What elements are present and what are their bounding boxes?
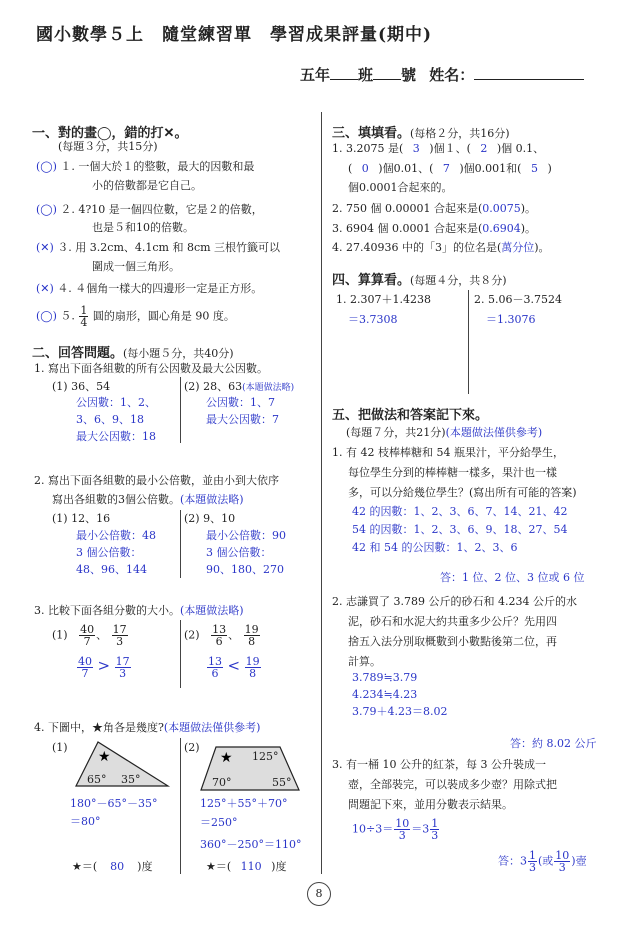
table-divider-s2q2	[180, 510, 181, 578]
s1-item-3	[36, 241, 280, 255]
s3-heading: 三、填填看。(每格２分，共16分)	[332, 126, 510, 141]
s5-q2-w2: 4.234≒4.23	[352, 688, 418, 701]
answer-mark: (✕)	[36, 241, 54, 254]
s3-line6: 4. 27.40936 中的「3」的位名是(萬分位)。	[332, 241, 550, 254]
s2-q2a-l1: 最小公倍數：48	[76, 529, 156, 542]
s3-line2: ( 0 )個0.01、( 7 )個0.001和( 5 )	[348, 162, 552, 175]
s3-line3: 個0.0001合起來的。	[348, 181, 453, 194]
s5-heading: 五、把做法和答案記下來。	[332, 408, 489, 423]
page-title: 國小數學５上 隨堂練習單 學習成果評量(期中)	[36, 25, 433, 45]
s5-q1-w2: 54 的因數：1、2、3、6、9、18、27、54	[352, 523, 568, 536]
s2-q3b: (2) $\frac{13}{6}$ 、 $\frac{19}{8}$	[184, 623, 259, 648]
item-text: ２. 4?10 是一個四位數，它是２的倍數，	[60, 203, 263, 216]
grade-label: 五年	[300, 66, 331, 84]
s5-q3-l3: 問題記下來，並用分數表示結果。	[348, 798, 513, 811]
s1-item-4	[36, 282, 262, 296]
s1-item-2	[36, 203, 263, 217]
answer-mark: (◯)	[36, 160, 57, 173]
s2-q2b-l3: 90、180、270	[206, 563, 284, 576]
s2-q2a-l2: 3 個公倍數：	[76, 546, 142, 559]
trapezoid-angle-1: 70°	[212, 776, 232, 789]
s2-q1b-l2: 最大公因數：7	[206, 413, 279, 426]
s3-line1: 1. 3.2075 是( 3 )個１、( 2 )個 0.1、	[332, 142, 545, 155]
s2-heading: 二、回答問題。(每小題５分，共40分)	[32, 346, 234, 361]
s2-q1b-l1: 公因數：1、7	[206, 396, 275, 409]
s2-q1a-l1: 公因數：1、2、	[76, 396, 156, 409]
item-text: 圓的扇形，圓心角是 90 度。	[92, 309, 235, 323]
s2-q2-prompt: 2. 寫出下面各組數的最小公倍數，並由小到大依序	[34, 474, 279, 487]
fraction: $\frac{1}{4}$	[80, 304, 88, 329]
s5-q2-w1: 3.789≒3.79	[352, 671, 418, 684]
column-divider	[321, 112, 322, 874]
page-number: 8	[307, 882, 331, 906]
s5-q2-l3: 捨五入法分別取概數到小數點後第二位，再	[348, 635, 557, 648]
s2-q1-prompt: 1. 寫出下面各組數的所有公因數及最大公因數。	[34, 362, 268, 375]
triangle-angle-1: 65°	[87, 773, 107, 786]
s5-points: (每題７分，共21分)(本題做法僅供參考)	[346, 426, 543, 439]
answer-mark: (◯)	[36, 203, 57, 216]
number-label: 號	[401, 66, 417, 84]
s5-q1-answer: 答：1 位、2 位、3 位或 6 位	[440, 571, 585, 584]
s5-q3-work: 10÷3＝ $\frac{10}{3}$ ＝3 $\frac{1}{3}$	[352, 817, 439, 842]
name-label: 姓名：	[429, 66, 475, 84]
s1-points: (每題３分，共15分)	[58, 140, 158, 153]
s4-q1: 1. 2.307＋1.4238	[336, 293, 431, 306]
s2-q2b-l1: 最小公倍數：90	[206, 529, 286, 542]
item-text: ４. ４個角一樣大的四邊形一定是正方形。	[57, 282, 263, 295]
trapezoid-angle-2: 55°	[272, 776, 292, 789]
s3-line5: 3. 6904 個 0.0001 合起來是(0.6904)。	[332, 222, 537, 235]
s5-q1-l2: 每位學生分到的棒棒糖一樣多，果汁也一樣	[348, 466, 557, 479]
s2-q4-prompt: 4. 下圖中，★角各是幾度?(本題做法僅供參考)	[34, 721, 261, 734]
s5-q1-l1: 1. 有 42 枝棒棒糖和 54 瓶果汁，平分給學生，	[332, 446, 564, 459]
answer-mark: (◯)	[36, 309, 57, 323]
s2-q1a-l2: 3、6、9、18	[76, 413, 144, 426]
s5-q2-l1: 2. 志謙買了 3.789 公斤的砂石和 4.234 公斤的水	[332, 595, 577, 608]
s3-line4: 2. 750 個 0.00001 合起來是(0.0075)。	[332, 202, 537, 215]
s2-q1a-l3: 最大公因數：18	[76, 430, 156, 443]
table-divider-s2q1	[180, 377, 181, 443]
s2-q4b-label: (2)	[184, 741, 200, 754]
s2-q2-prompt-2: 寫出各組數的3個公倍數。(本題做法略)	[52, 493, 244, 506]
s2-q2a-l3: 48、96、144	[76, 563, 147, 576]
student-info-line	[300, 64, 584, 85]
s5-q3-l2: 壺，全部裝完，可以裝成多少壺？用除式把	[348, 778, 557, 791]
s5-q2-answer: 答：約 8.02 公斤	[510, 737, 597, 750]
table-divider-s2q3	[180, 620, 181, 688]
s5-q1-l3: 多，可以分給幾位學生？(寫出所有可能的答案)	[348, 486, 577, 499]
s2-q3b-answer: $\frac{13}{6}$ < $\frac{19}{8}$	[208, 655, 260, 680]
trapezoid-angle-0: 125°	[252, 750, 279, 763]
s5-q1-w3: 42 和 54 的公因數：1、2、3、6	[352, 541, 518, 554]
s5-q2-l4: 計算。	[348, 655, 381, 668]
s2-q4b-calc1: 125°＋55°＋70°	[200, 797, 288, 810]
s2-q1b-label: (2) 28、63(本題做法略)	[184, 380, 295, 393]
triangle-angle-2: 35°	[121, 773, 141, 786]
s5-q2-w3: 3.79＋4.23＝8.02	[352, 705, 448, 718]
s1-item-5	[36, 305, 235, 328]
s2-q4b-calc2: ＝250°	[200, 816, 238, 829]
item-text: １. 一個大於１的整數，最大的因數和最	[60, 160, 255, 173]
s2-q4a-calc1: 180°－65°－35°	[70, 797, 158, 810]
s4-q2: 2. 5.06－3.7524	[474, 293, 562, 306]
table-divider-s2q4	[180, 738, 181, 874]
table-divider-s4	[468, 290, 469, 394]
s4-q2-result: ＝1.3076	[486, 313, 536, 326]
s2-q4a-answer: ★＝( 80 )度	[72, 860, 153, 873]
s1-item-1	[36, 160, 254, 174]
s2-q2b-label: (2) 9、10	[184, 512, 236, 525]
s2-q4a-label: (1)	[52, 741, 68, 754]
item-text: ３. 用 3.2cm、4.1cm 和 8cm 三根竹籤可以	[57, 241, 281, 254]
s2-q4b-answer: ★＝( 110 )度	[206, 860, 287, 873]
s1-heading: 一、對的畫◯，錯的打✕。	[32, 126, 188, 141]
s5-q1-w1: 42 的因數：1、2、3、6、7、14、21、42	[352, 505, 568, 518]
s5-q3-answer: 答：3 $\frac{1}{3}$ (或 $\frac{10}{3}$ )壺	[498, 849, 587, 874]
s2-q3-prompt: 3. 比較下面各組分數的大小。(本題做法略)	[34, 604, 244, 617]
item-text: ５.	[60, 309, 75, 323]
s2-q2b-l2: 3 個公倍數：	[206, 546, 272, 559]
s2-q2a-label: (1) 12、16	[52, 512, 111, 525]
answer-mark: (✕)	[36, 282, 54, 295]
s4-q1-result: ＝3.7308	[348, 313, 398, 326]
star-icon: ★	[98, 749, 111, 765]
s4-heading: 四、算算看。(每題４分，共８分)	[332, 273, 507, 288]
class-label: 班	[358, 66, 374, 84]
s2-q4a-calc2: ＝80°	[70, 815, 101, 828]
s2-q3a: (1) $\frac{40}{7}$ 、 $\frac{17}{3}$	[52, 623, 127, 648]
star-icon: ★	[220, 750, 233, 766]
s2-q1a-label: (1) 36、54	[52, 380, 111, 393]
s2-q4b-calc3: 360°－250°＝110°	[200, 838, 302, 851]
s2-q3a-answer: $\frac{40}{7}$ > $\frac{17}{3}$	[78, 655, 130, 680]
s5-q2-l2: 泥，砂石和水泥大約共重多少公斤？先用四	[348, 615, 557, 628]
s5-q3-l1: 3. 有一桶 10 公升的紅茶，每 3 公升裝成一	[332, 758, 546, 771]
item-text-cont: 小的倍數都是它自己。	[92, 179, 202, 192]
item-text-cont: 圍成一個三角形。	[92, 260, 180, 273]
item-text-cont: 也是５和10的倍數。	[92, 221, 194, 234]
